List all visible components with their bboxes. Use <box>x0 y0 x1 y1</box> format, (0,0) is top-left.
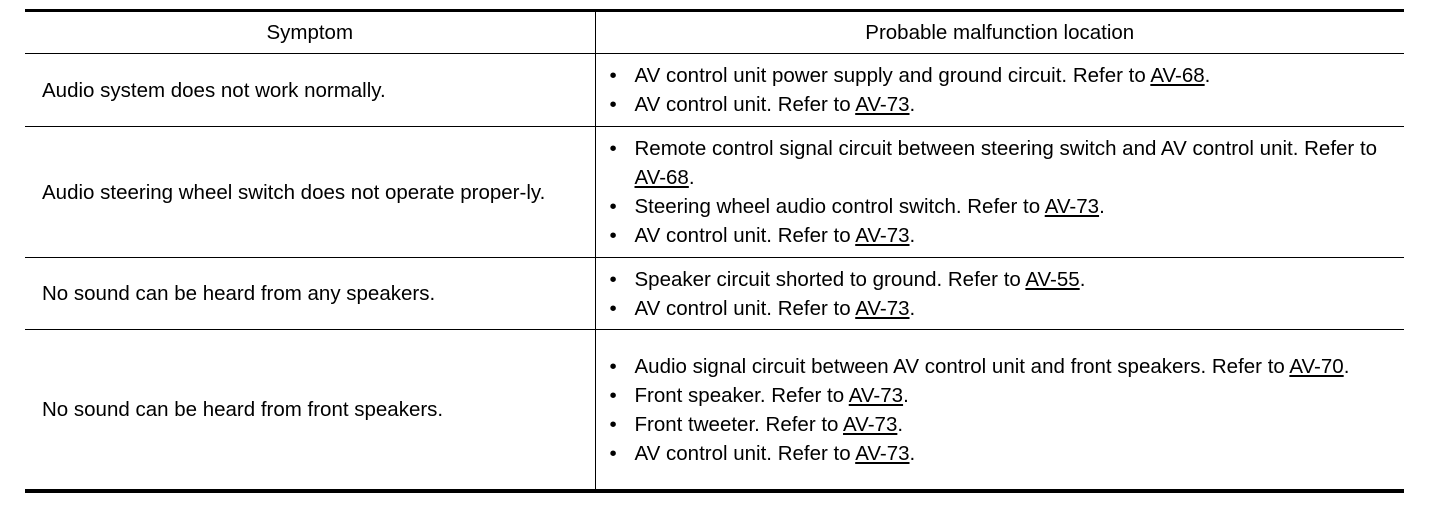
cause-item <box>610 352 1399 381</box>
bullet-icon: • <box>609 64 617 87</box>
bullet-icon: • <box>609 412 617 436</box>
cause-list <box>610 61 1399 119</box>
cause-text: AV control unit. Refer to <box>634 93 856 116</box>
cause-item <box>610 410 1399 439</box>
location-cell <box>595 127 1404 258</box>
bullet-icon: • <box>609 296 617 320</box>
cause-item <box>610 221 1399 250</box>
cause-list <box>610 265 1399 323</box>
cause-item <box>610 134 1399 192</box>
cause-end: . <box>1099 195 1105 218</box>
symptom-cell: Audio system does not work normally. <box>25 54 595 127</box>
cause-end: . <box>897 412 904 436</box>
cause-item <box>610 192 1399 221</box>
bullet-icon: • <box>609 354 617 378</box>
diagnosis-table <box>25 9 1404 493</box>
symptom-cell: No sound can be heard from any speakers. <box>25 258 595 330</box>
table-row <box>25 330 1404 492</box>
location-cell <box>595 330 1404 492</box>
symptom-cell: Audio steering wheel switch does not operate proper-ly. <box>25 127 595 258</box>
cause-text: Speaker circuit shorted to ground. Refer to <box>634 267 1026 291</box>
bullet-icon: • <box>609 137 617 160</box>
cause-end: . <box>909 296 916 320</box>
bullet-icon: • <box>609 195 617 218</box>
table-row <box>25 127 1404 258</box>
cause-end: . <box>909 224 916 247</box>
reference-link[interactable]: AV-73 <box>855 296 910 320</box>
symptom-cell: No sound can be heard from front speakers. <box>25 330 595 492</box>
cause-item <box>610 381 1399 410</box>
table-row <box>25 54 1404 127</box>
cause-end: . <box>909 441 916 465</box>
reference-link[interactable]: AV-55 <box>1025 267 1080 291</box>
location-cell <box>595 258 1404 330</box>
reference-link[interactable]: AV-73 <box>1044 195 1100 218</box>
bullet-icon: • <box>609 383 617 407</box>
reference-link[interactable]: AV-73 <box>855 93 910 116</box>
reference-link[interactable]: AV-73 <box>848 383 904 407</box>
cause-text: Front speaker. Refer to <box>634 383 849 407</box>
reference-link[interactable]: AV-73 <box>843 412 898 436</box>
reference-link[interactable]: AV-68 <box>634 166 689 189</box>
header-row <box>25 11 1404 54</box>
reference-link[interactable]: AV-73 <box>855 224 910 247</box>
cause-item <box>610 61 1399 90</box>
reference-link[interactable]: AV-70 <box>1289 354 1344 378</box>
cause-list <box>610 134 1399 250</box>
bullet-icon: • <box>609 267 617 291</box>
bullet-icon: • <box>609 93 617 116</box>
cause-item <box>610 439 1399 468</box>
cause-end: . <box>688 166 695 189</box>
cause-text: Audio signal circuit between AV control unit and front speakers. Refer to <box>634 354 1290 378</box>
header-location: Probable malfunction location <box>595 11 1404 54</box>
bullet-icon: • <box>609 224 617 247</box>
cause-end: . <box>1079 267 1086 291</box>
cause-text: Steering wheel audio control switch. Refer to <box>634 195 1045 218</box>
reference-link[interactable]: AV-73 <box>855 441 910 465</box>
header-symptom: Symptom <box>25 11 595 54</box>
location-cell <box>595 54 1404 127</box>
cause-end: . <box>1204 64 1211 87</box>
cause-end: . <box>903 383 909 407</box>
cause-text: AV control unit. Refer to <box>634 441 856 465</box>
cause-end: . <box>909 93 916 116</box>
cause-text: AV control unit. Refer to <box>634 224 856 247</box>
cause-text: AV control unit. Refer to <box>634 296 856 320</box>
cause-item <box>610 265 1399 294</box>
reference-link[interactable]: AV-68 <box>1150 64 1205 87</box>
cause-item <box>610 90 1399 119</box>
cause-end: . <box>1343 354 1350 378</box>
cause-text: Remote control signal circuit between steering switch and AV control unit. Refer to <box>634 137 1378 160</box>
cause-list <box>610 352 1399 468</box>
cause-text: AV control unit power supply and ground circuit. Refer to <box>634 64 1151 87</box>
bullet-icon: • <box>609 441 617 465</box>
table-row <box>25 258 1404 330</box>
cause-text: Front tweeter. Refer to <box>634 412 844 436</box>
cause-item <box>610 294 1399 323</box>
